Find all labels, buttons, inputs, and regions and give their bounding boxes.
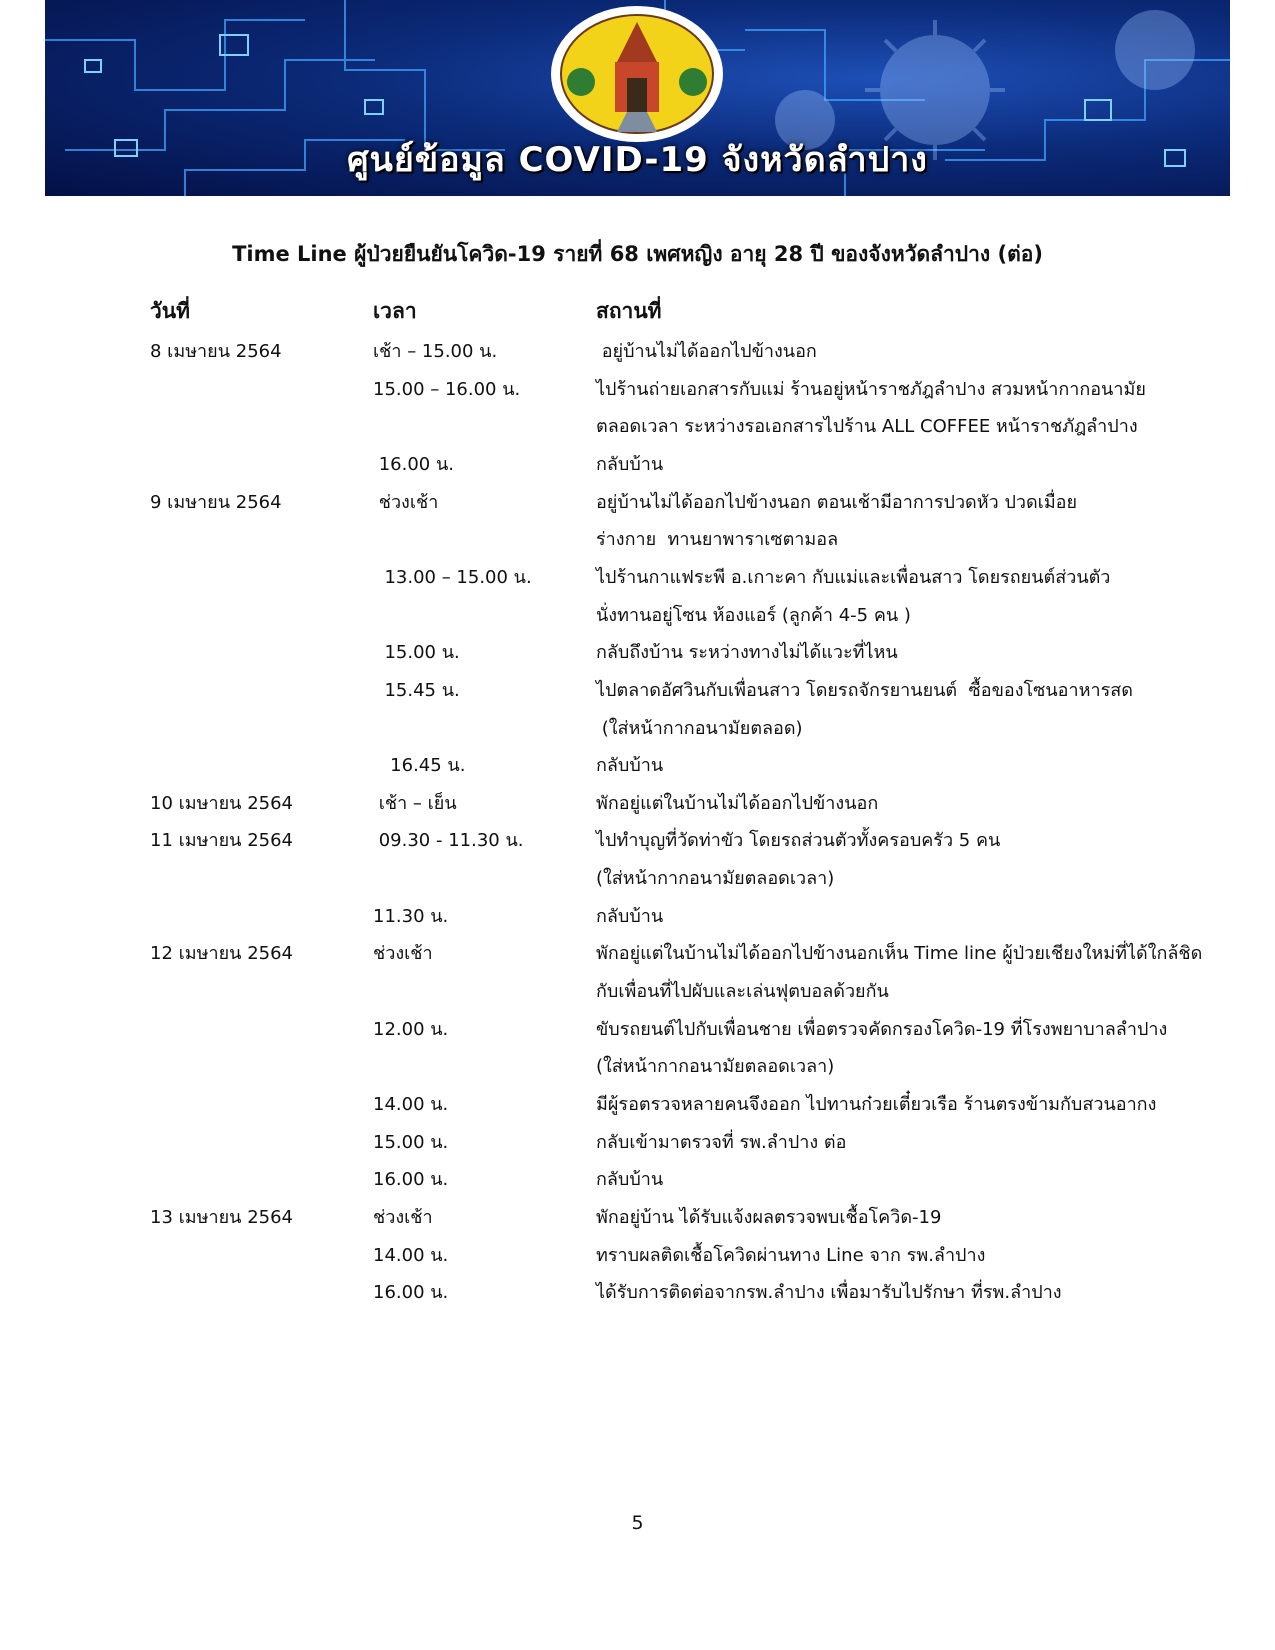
timeline-row (0, 1128, 1275, 1162)
timeline-row (0, 902, 1275, 936)
row-place: กับเพื่อนที่ไปผับและเล่นฟุตบอลด้วยกัน (596, 981, 889, 1002)
row-time: 13.00 – 15.00 น. (373, 567, 532, 588)
timeline-row (0, 676, 1275, 710)
row-time: 16.45 น. (373, 755, 466, 776)
row-place: ไปทำบุญที่วัดท่าขัว โดยรถส่วนตัวทั้งครอบครัว 5 คน (596, 830, 1001, 851)
row-time: 12.00 น. (373, 1019, 449, 1040)
timeline-row (0, 1165, 1275, 1199)
row-place: กลับบ้าน (596, 755, 664, 776)
timeline-row (0, 638, 1275, 672)
row-time: 15.00 น. (373, 1132, 449, 1153)
row-place: ทราบผลติดเชื้อโควิดผ่านทาง Line จาก รพ.ลำปาง (596, 1245, 986, 1266)
row-place: ขับรถยนต์ไปกับเพื่อนชาย เพื่อตรวจคัดกรองโควิด-19 ที่โรงพยาบาลลำปาง (596, 1019, 1168, 1040)
row-place: ตลอดเวลา ระหว่างรอเอกสารไปร้าน ALL COFFEE หน้าราชภัฎลำปาง (596, 416, 1138, 437)
timeline-row (0, 1241, 1275, 1275)
header-date: วันที่ (150, 299, 190, 323)
row-time: 11.30 น. (373, 906, 449, 927)
row-place: กลับเข้ามาตรวจที่ รพ.ลำปาง ต่อ (596, 1132, 847, 1153)
row-time: 16.00 น. (373, 1282, 449, 1303)
timeline-row (0, 1090, 1275, 1124)
row-time: ช่วงเช้า (373, 492, 439, 513)
timeline-row (0, 789, 1275, 823)
timeline-row (0, 375, 1275, 409)
row-time: เช้า – 15.00 น. (373, 341, 498, 362)
timeline-row (0, 751, 1275, 785)
row-place: อยู่บ้านไม่ได้ออกไปข้างนอก ตอนเช้ามีอาการปวดหัว ปวดเมื่อย (596, 492, 1078, 513)
row-place: กลับถึงบ้าน ระหว่างทางไม่ได้แวะที่ไหน (596, 642, 898, 663)
timeline-row (0, 826, 1275, 860)
page-number: 5 (631, 1512, 644, 1534)
row-time: 15.00 – 16.00 น. (373, 379, 521, 400)
row-time: 16.00 น. (373, 454, 454, 475)
timeline-row (0, 450, 1275, 484)
row-place: กลับบ้าน (596, 454, 664, 475)
timeline-row (0, 1203, 1275, 1237)
timeline-header (0, 296, 1275, 326)
header-time: เวลา (373, 299, 417, 323)
timeline-row (0, 1052, 1275, 1086)
row-date: 9 เมษายน 2564 (150, 492, 282, 513)
timeline-row (0, 939, 1275, 973)
row-place: (ใส่หน้ากากอนามัยตลอด) (596, 718, 803, 739)
row-place: ได้รับการติดต่อจากรพ.ลำปาง เพื่อมารับไปรักษา ที่รพ.ลำปาง (596, 1282, 1062, 1303)
row-time: 14.00 น. (373, 1245, 449, 1266)
row-time: 15.00 น. (373, 642, 460, 663)
row-place: กลับบ้าน (596, 906, 664, 927)
row-place: พักอยู่แต่ในบ้านไม่ได้ออกไปข้างนอกเห็น Time line ผู้ป่วยเชียงใหม่ที่ได้ใกล้ชิด (596, 943, 1203, 964)
timeline-row (0, 488, 1275, 522)
row-time: ช่วงเช้า (373, 1207, 433, 1228)
row-place: (ใส่หน้ากากอนามัยตลอดเวลา) (596, 868, 835, 889)
row-place: พักอยู่บ้าน ได้รับแจ้งผลตรวจพบเชื้อโควิด-19 (596, 1207, 942, 1228)
row-time: 09.30 - 11.30 น. (373, 830, 524, 851)
row-time: 15.45 น. (373, 680, 460, 701)
timeline-row (0, 1278, 1275, 1312)
timeline-row (0, 563, 1275, 597)
row-time: 16.00 น. (373, 1169, 449, 1190)
timeline-row (0, 864, 1275, 898)
document-title: Time Line ผู้ป่วยยืนยันโควิด-19 รายที่ 68 เพศหญิง อายุ 28 ปี ของจังหวัดลำปาง (ต่อ) (232, 242, 1043, 266)
lampang-province-seal (551, 6, 723, 142)
row-place: มีผู้รอตรวจหลายคนจึงออก ไปทานก๋วยเตี๋ยวเรือ ร้านตรงข้ามกับสวนอากง (596, 1094, 1157, 1115)
row-place: พักอยู่แต่ในบ้านไม่ได้ออกไปข้างนอก (596, 793, 879, 814)
row-place: ไปตลาดอัศวินกับเพื่อนสาว โดยรถจักรยานยนต์ ซื้อของโซนอาหารสด (596, 680, 1133, 701)
row-time: ช่วงเช้า (373, 943, 433, 964)
row-date: 11 เมษายน 2564 (150, 830, 293, 851)
row-place: ไปร้านกาแฟระพี อ.เกาะคา กับแม่และเพื่อนสาว โดยรถยนต์ส่วนตัว (596, 567, 1111, 588)
row-place: อยู่บ้านไม่ได้ออกไปข้างนอก (596, 341, 817, 362)
timeline-row (0, 977, 1275, 1011)
row-date: 10 เมษายน 2564 (150, 793, 293, 814)
row-place: นั่งทานอยู่โซน ห้องแอร์ (ลูกค้า 4-5 คน ) (596, 605, 911, 626)
row-time: เช้า – เย็น (373, 793, 457, 814)
timeline-row (0, 525, 1275, 559)
row-date: 8 เมษายน 2564 (150, 341, 282, 362)
virus-icon (775, 10, 1195, 150)
timeline-row (0, 412, 1275, 446)
banner-title: ศูนย์ข้อมูล COVID-19 จังหวัดลำปาง (347, 140, 928, 180)
row-date: 12 เมษายน 2564 (150, 943, 293, 964)
timeline-row (0, 714, 1275, 748)
row-place: (ใส่หน้ากากอนามัยตลอดเวลา) (596, 1056, 835, 1077)
row-date: 13 เมษายน 2564 (150, 1207, 293, 1228)
row-place: กลับบ้าน (596, 1169, 664, 1190)
row-place: ไปร้านถ่ายเอกสารกับแม่ ร้านอยู่หน้าราชภัฎลำปาง สวมหน้ากากอนามัย (596, 379, 1146, 400)
timeline-row (0, 601, 1275, 635)
row-time: 14.00 น. (373, 1094, 449, 1115)
timeline-row (0, 337, 1275, 371)
header-banner (45, 0, 1230, 196)
header-place: สถานที่ (596, 299, 662, 323)
row-place: ร่างกาย ทานยาพาราเซตามอล (596, 529, 839, 550)
timeline-row (0, 1015, 1275, 1049)
